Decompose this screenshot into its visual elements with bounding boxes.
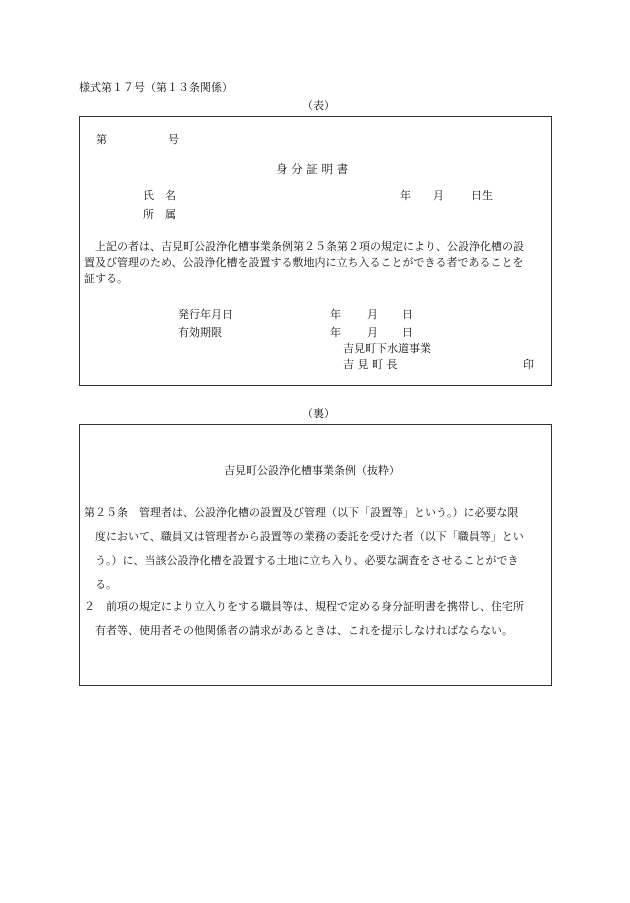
issue-day: 日 — [402, 308, 413, 321]
number-suffix: 号 — [168, 133, 179, 146]
certification-line: 証する。 — [84, 272, 128, 285]
dob-year: 年 — [400, 189, 411, 202]
clause-line: 有者等、使用者その他関係者の請求があるときは、これを提示しなければならない。 — [95, 624, 513, 637]
back-card — [79, 424, 552, 686]
clause-2-text — [84, 601, 550, 641]
ordinance-heading: 吉見町公設浄化槽事業条例（抜粋） — [224, 464, 400, 477]
clause-line: ２ 前項の規定により立入りをする職員等は、規程で定める身分証明書を携帯し、住宅所 — [84, 600, 524, 613]
issuer-title: 吉 見 町 長 — [343, 358, 398, 371]
issue-year: 年 — [330, 308, 341, 321]
article-line: 度において、職員又は管理者から設置等の業務の委託を受けた者（以下「職員等」とい — [95, 530, 524, 543]
back-side-label: （裏） — [302, 407, 335, 420]
expiry-year: 年 — [330, 326, 341, 339]
expiry-day: 日 — [402, 326, 413, 339]
expiry-label: 有効期限 — [178, 326, 222, 339]
seal-mark: 印 — [523, 358, 534, 371]
issue-date-label: 発行年月日 — [178, 308, 233, 321]
article-25-text — [84, 507, 550, 597]
front-side-label: （表） — [302, 99, 335, 112]
expiry-month: 月 — [367, 326, 378, 339]
issue-month: 月 — [367, 308, 378, 321]
form-title: 様式第１７号（第１３条関係） — [79, 81, 233, 94]
dob-month: 月 — [433, 189, 444, 202]
card-title: 身 分 証 明 書 — [276, 162, 349, 176]
dob-day: 日生 — [471, 189, 493, 202]
affiliation-label: 所 属 — [143, 208, 176, 221]
number-prefix: 第 — [96, 133, 107, 146]
article-line: う。）に、当該公設浄化槽を設置する土地に立ち入り、必要な調査をさせることができ — [95, 554, 519, 567]
article-line: る。 — [95, 578, 117, 591]
certification-line: 置及び管理のため、公設浄化槽を設置する敷地内に立ち入ることができる者であることを — [84, 256, 524, 269]
article-line: 第２５条 管理者は、公設浄化槽の設置及び管理（以下「設置等」という。）に必要な限 — [84, 506, 519, 519]
certification-text — [84, 241, 550, 291]
name-label: 氏 名 — [143, 189, 176, 202]
certification-line: 上記の者は、吉見町公設浄化槽事業条例第２５条第２項の規定により、公設浄化槽の設 — [95, 240, 524, 253]
front-card — [79, 116, 552, 386]
issuer-org: 吉見町下水道事業 — [343, 342, 431, 355]
